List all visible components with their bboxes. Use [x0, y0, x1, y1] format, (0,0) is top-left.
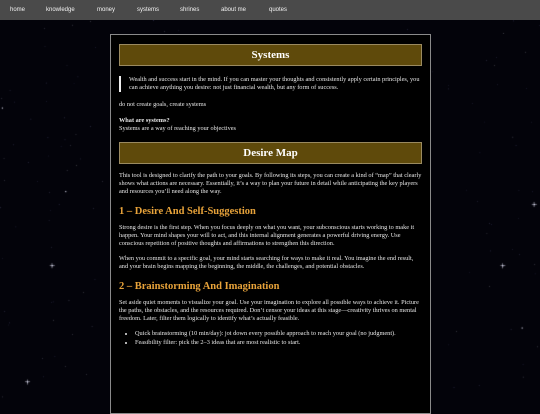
nav-link-systems[interactable]: systems — [137, 7, 160, 13]
desire-map-heading: Desire Map — [119, 142, 422, 164]
nav-link-quotes[interactable]: quotes — [269, 7, 288, 13]
list-item: • Feasibility filter: pick the 2–3 ideas that are most realistic to start. — [135, 339, 422, 347]
list-item: • Quick brainstorming (10 min/day): jot down every possible approach to reach your goal (no judgment). — [135, 330, 422, 338]
main-content-panel — [110, 34, 431, 414]
step1-paragraph-1: Strong desire is the first step. When you focus deeply on what you want, your subconscious starts working to make it happen. Your mind shapes your will to act, and this internal alignment generates a powerful driving energy. Use conscious repetition of positive thoughts and affirmations to strengthen this direction. — [119, 223, 415, 248]
nav-link-money[interactable]: money — [97, 7, 116, 13]
nav-link-knowledge[interactable]: knowledge — [46, 7, 75, 13]
nav-link-home[interactable]: home — [10, 7, 26, 13]
systems-heading: Systems — [119, 44, 422, 66]
systems-answer: Systems are a way of reaching your objectives — [119, 124, 236, 132]
systems-question: What are systems? — [119, 116, 170, 124]
step2-bullet-list — [119, 330, 422, 347]
step2-heading: 2 – Brainstorming And Imagination — [119, 280, 280, 292]
nav-link-shrines[interactable]: shrines — [180, 7, 200, 13]
step1-heading: 1 – Desire And Self-Suggestion — [119, 205, 256, 217]
systems-tagline: do not create goals, create systems — [119, 101, 207, 109]
nav-link-about-me[interactable]: about me — [221, 7, 247, 13]
step1-paragraph-2: When you commit to a specific goal, your mind starts searching for ways to make it real. You imagine the end result, and your brain begins mapping the beginning, the middle, the challenges, and potential obstacles. — [119, 255, 414, 271]
top-navigation-bar — [0, 0, 540, 20]
step2-paragraph-1: Set aside quiet moments to visualize your goal. Use your imagination to explore all possible ways to achieve it. Picture the paths, the obstacles, and the resources required. Don’t censor your ideas at this stage—creativity thrives on mental freedom. Later, filter them logically to identify what’s actually feasible. — [119, 298, 419, 323]
desire-map-intro: This tool is designed to clarify the path to your goals. By following its steps, you can create a kind of “map” that clearly shows what actions are necessary. Essentially, it’s a way to plan your future in detail while anticipating the key players and resources you’ll need along the way. — [119, 172, 422, 196]
wealth-quote: Wealth and success start in the mind. If you can master your thoughts and consistently apply certain principles, you can achieve anything you desire: not just financial wealth, but any form of success. — [119, 76, 422, 92]
